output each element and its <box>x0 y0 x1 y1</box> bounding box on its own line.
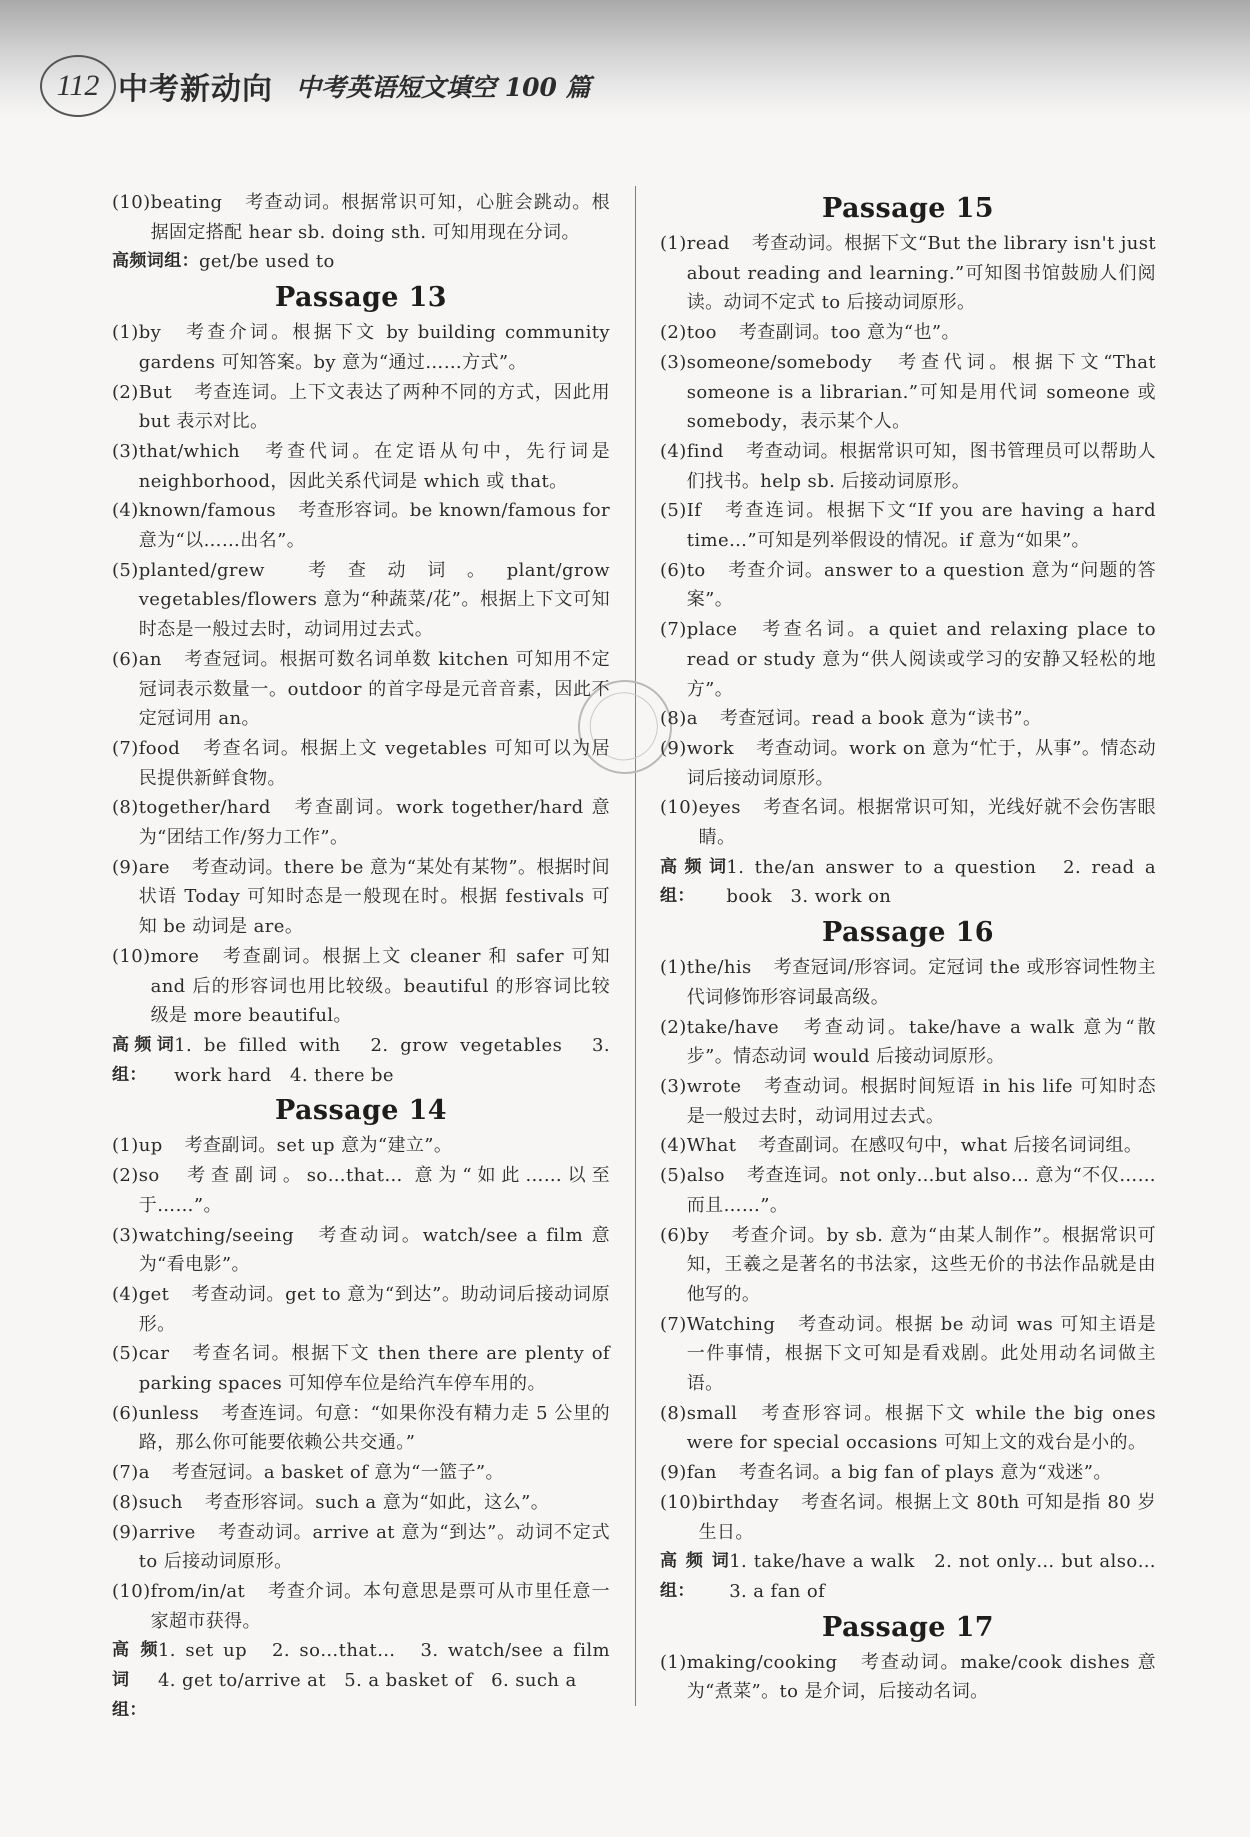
item-answer: birthday <box>698 1491 779 1513</box>
answer-item <box>112 1280 610 1339</box>
item-explanation: 考查动词。watch/see a film 意为“看电影”。 <box>138 1224 610 1276</box>
keyword-label: 高频词组： <box>112 1034 175 1085</box>
answer-item <box>660 1131 1156 1161</box>
item-content <box>687 1310 1156 1399</box>
keyword-label: 高频词组： <box>660 1551 730 1601</box>
passage-title: Passage 17 <box>822 1611 994 1643</box>
item-answer: to <box>686 559 706 581</box>
item-answer: by <box>686 1224 710 1246</box>
item-explanation: 考查动词。plant/grow vegetables/flowers 意为“种蔬菜/花”。根据上下文可知时态是一般过去时，动词用过去式。 <box>138 559 610 641</box>
item-number: (8) <box>112 797 139 819</box>
item-number: (4) <box>112 500 139 522</box>
answer-item <box>660 556 1156 615</box>
item-answer: car <box>138 1343 170 1365</box>
item-answer: up <box>138 1135 163 1157</box>
answer-list <box>112 1131 610 1636</box>
item-number: (1) <box>660 1651 687 1673</box>
item-number: (10) <box>112 192 151 213</box>
item-content <box>699 1488 1156 1547</box>
item-content <box>139 1458 610 1488</box>
item-explanation: 考查动词。take/have a walk 意为“散步”。情态动词 would 后接动词原形。 <box>686 1016 1156 1068</box>
item-answer: an <box>138 648 162 670</box>
item-content <box>139 853 610 942</box>
item-explanation: 考查动词。根据常识可知，图书管理员可以帮助人们找书。help sb. 后接动词原形。 <box>686 440 1156 492</box>
item-number: (3) <box>660 1075 687 1097</box>
answer-list <box>112 318 610 1031</box>
item-number: (5) <box>112 1343 139 1365</box>
item-explanation: 考查名词。根据常识可知，光线好就不会伤害眼睛。 <box>698 797 1156 849</box>
item-explanation: 考查名词。根据上文 80th 可知是指 80 岁生日。 <box>698 1491 1156 1543</box>
passage-title: Passage 16 <box>822 917 994 949</box>
item-explanation: 考查动词。make/cook dishes 意为“煮菜”。to 是介词，后接动名词。 <box>686 1651 1156 1703</box>
answer-item <box>112 1577 610 1636</box>
item-content <box>687 704 1156 734</box>
passage-title: Passage 13 <box>275 282 447 314</box>
answer-item <box>112 734 610 793</box>
answer-item <box>112 188 610 247</box>
item-explanation: 考查副词。work together/hard 意为“团结工作/努力工作”。 <box>138 797 610 849</box>
item-explanation: 考查动词。根据时间短语 in his life 可知时态是一般过去时，动词用过去式。 <box>686 1075 1156 1127</box>
answer-item <box>660 318 1156 348</box>
item-content <box>687 496 1156 555</box>
item-explanation: 考查介词。by sb. 意为“由某人制作”。根据常识可知，王羲之是著名的书法家，这些无价的书法作品就是由他写的。 <box>686 1224 1156 1305</box>
answer-item <box>112 853 610 942</box>
item-number: (5) <box>660 500 687 522</box>
keyword-label: 高频词组： <box>112 251 199 272</box>
item-content <box>687 229 1156 318</box>
item-content <box>139 378 610 437</box>
item-content <box>139 318 610 377</box>
item-explanation: 考查冠词/形容词。定冠词 the 或形容词性物主代词修饰形容词最高级。 <box>686 957 1156 1008</box>
item-number: (7) <box>112 737 139 759</box>
item-content <box>687 1221 1156 1310</box>
item-content <box>139 645 610 734</box>
item-number: (1) <box>112 1135 139 1157</box>
keyword-row <box>112 247 610 277</box>
item-number: (2) <box>660 322 687 344</box>
item-number: (6) <box>112 648 139 670</box>
answer-item <box>660 1488 1156 1547</box>
answer-item <box>660 615 1156 704</box>
item-explanation: 考查代词。根据下文“That someone is a librarian.”可知是用代词 someone 或 somebody，表示某个人。 <box>686 351 1156 433</box>
item-answer: arrive <box>138 1521 196 1543</box>
item-answer: known/famous <box>138 500 277 522</box>
answer-item <box>112 1131 610 1161</box>
item-explanation: 考查动词。根据下文“But the library isn't just about reading and learning.”可知图书馆鼓励人们阅读。动词不定式 to 后接动词原形。 <box>686 233 1156 314</box>
answer-item <box>660 1648 1156 1707</box>
item-number: (4) <box>660 440 687 462</box>
item-number: (3) <box>112 440 139 462</box>
answer-list <box>112 188 610 247</box>
answer-item <box>112 1339 610 1398</box>
answer-item <box>112 1458 610 1488</box>
item-number: (3) <box>660 351 687 373</box>
item-explanation: 考查连词。根据下文“If you are having a hard time…”可知是列举假设的情况。if 意为“如果”。 <box>686 500 1156 552</box>
answer-item <box>660 437 1156 496</box>
item-answer: Watching <box>686 1313 776 1335</box>
item-number: (10) <box>660 1491 699 1513</box>
item-answer: wrote <box>686 1075 742 1097</box>
answer-item <box>112 496 610 555</box>
item-explanation: 考查动词。根据常识可知，心脏会跳动。根据固定搭配 hear sb. doing sth. 可知用现在分词。 <box>150 192 610 243</box>
item-explanation: 考查副词。在感叹句中，what 后接名词词组。 <box>758 1135 1143 1157</box>
item-number: (1) <box>660 957 687 979</box>
item-explanation: 考查动词。there be 意为“某处有某物”。根据时间状语 Today 可知时态是一般现在时。根据 festivals 可知 be 动词是 are。 <box>138 856 610 938</box>
passage-title: Passage 14 <box>275 1095 447 1127</box>
item-number: (4) <box>112 1283 139 1305</box>
answer-item <box>112 437 610 496</box>
item-content <box>139 437 610 496</box>
passage-title: Passage 15 <box>822 193 994 224</box>
item-number: (8) <box>112 1491 139 1513</box>
item-content <box>139 1161 610 1220</box>
answer-item <box>660 1161 1156 1220</box>
item-content <box>687 953 1156 1012</box>
item-content <box>139 1488 610 1518</box>
item-number: (4) <box>660 1135 687 1157</box>
answer-item <box>112 942 610 1031</box>
keyword-row <box>112 1636 629 1725</box>
keyword-text: 1. set up 2. so…that… 3. watch/see a film 4. get to/arrive at 5. a basket of 6. such a <box>157 1640 629 1692</box>
keyword-label: 高频词组： <box>112 1640 158 1720</box>
keyword-text: 1. take/have a walk 2. not only… but also… 3. a fan of <box>729 1551 1175 1602</box>
item-explanation: 考查形容词。such a 意为“如此，这么”。 <box>204 1491 550 1513</box>
item-number: (9) <box>660 1462 687 1484</box>
item-explanation: 考查动词。根据 be 动词 was 可知主语是一件事情，根据下文可知是看戏剧。此处用动名词做主语。 <box>686 1313 1156 1395</box>
item-explanation: 考查副词。too 意为“也”。 <box>738 322 960 344</box>
item-number: (10) <box>112 1580 151 1602</box>
item-answer: find <box>686 440 724 462</box>
item-explanation: 考查连词。not only…but also… 意为“不仅……而且……”。 <box>686 1165 1156 1216</box>
answer-list <box>660 953 1156 1547</box>
item-answer: planted/grew <box>138 559 265 581</box>
left-column <box>112 188 629 1725</box>
item-number: (8) <box>660 1402 687 1424</box>
item-content <box>139 734 610 793</box>
item-content <box>139 1518 610 1577</box>
item-content <box>687 1072 1156 1131</box>
item-content <box>699 793 1156 852</box>
item-answer: too <box>686 322 717 344</box>
item-answer: food <box>138 737 181 759</box>
item-content <box>687 1458 1156 1488</box>
item-content <box>139 1339 610 1398</box>
item-explanation: 考查动词。work on 意为“忙于，从事”。情态动词后接动词原形。 <box>686 737 1156 789</box>
answer-item <box>660 348 1156 437</box>
item-answer: from/in/at <box>150 1580 246 1602</box>
item-number: (2) <box>112 381 139 403</box>
answer-item <box>112 645 610 734</box>
right-column <box>660 188 1175 1707</box>
item-answer: But <box>138 381 172 403</box>
item-explanation: 考查名词。a quiet and relaxing place to read or study 意为“供人阅读或学习的安静又轻松的地方”。 <box>686 619 1156 700</box>
item-number: (1) <box>660 233 687 254</box>
item-content <box>151 942 610 1031</box>
item-number: (9) <box>112 856 139 878</box>
keyword-row <box>660 1547 1175 1606</box>
item-answer: What <box>686 1135 737 1157</box>
item-content <box>687 1161 1156 1220</box>
item-content <box>139 556 610 645</box>
answer-item <box>112 1488 610 1518</box>
answer-item <box>112 378 610 437</box>
answer-item <box>112 1518 610 1577</box>
item-explanation: 考查形容词。be known/famous for 意为“以……出名”。 <box>138 500 610 552</box>
item-number: (6) <box>660 1224 687 1246</box>
answer-item <box>112 1399 610 1458</box>
item-content <box>139 793 610 852</box>
keyword-row <box>112 1031 610 1090</box>
item-explanation: 考查介词。answer to a question 意为“问题的答案”。 <box>686 559 1156 611</box>
item-answer: watching/seeing <box>138 1224 295 1246</box>
answer-item <box>660 1013 1156 1072</box>
item-answer: unless <box>138 1402 200 1424</box>
item-content <box>151 188 610 247</box>
item-explanation: 考查名词。根据上文 vegetables 可知可以为居民提供新鲜食物。 <box>138 737 610 789</box>
item-number: (1) <box>112 322 139 344</box>
book-title: 中考新动向 <box>118 72 273 107</box>
item-number: (8) <box>660 708 687 730</box>
item-answer: fan <box>686 1462 717 1484</box>
item-number: (3) <box>112 1224 139 1246</box>
item-number: (7) <box>660 619 687 641</box>
answer-item <box>660 953 1156 1012</box>
item-content <box>151 1577 610 1636</box>
item-answer: that/which <box>138 440 240 462</box>
item-answer: read <box>686 233 730 254</box>
item-content <box>139 496 610 555</box>
item-content <box>687 1131 1156 1161</box>
keyword-text: 1. the/an answer to a question 2. read a book 3. work on <box>726 856 1156 908</box>
item-content <box>139 1399 610 1458</box>
item-explanation: 考查名词。根据下文 then there are plenty of parking spaces 可知停车位是给汽车停车用的。 <box>138 1343 610 1395</box>
answer-item <box>112 318 610 377</box>
item-answer: take/have <box>686 1016 780 1038</box>
item-answer: more <box>150 945 200 967</box>
item-answer: by <box>138 322 162 344</box>
item-number: (10) <box>112 945 151 967</box>
item-number: (2) <box>660 1016 687 1038</box>
item-content <box>687 318 1156 348</box>
answer-item <box>112 793 610 852</box>
item-explanation: 考查介词。根据下文 by building community gardens 可知答案。by 意为“通过……方式”。 <box>138 322 610 373</box>
item-explanation: 考查副词。so…that… 意为“如此……以至于……”。 <box>138 1165 610 1216</box>
item-answer: eyes <box>698 797 741 819</box>
answer-item <box>660 704 1156 734</box>
answer-item <box>112 556 610 645</box>
keyword-label: 高频词组： <box>660 856 727 907</box>
answer-item <box>660 1458 1156 1488</box>
keyword-text: 1. be filled with 2. grow vegetables 3. work hard 4. there be <box>174 1034 610 1086</box>
item-explanation: 考查冠词。a basket of 意为“一篮子”。 <box>171 1462 504 1484</box>
answer-item <box>660 1072 1156 1131</box>
item-content <box>139 1280 610 1339</box>
page-number: 112 <box>40 55 116 117</box>
item-number: (10) <box>660 797 699 819</box>
column-divider <box>635 186 636 1706</box>
item-answer: If <box>686 500 702 522</box>
item-number: (2) <box>112 1165 139 1187</box>
item-content <box>139 1131 610 1161</box>
item-answer: a <box>686 708 698 730</box>
item-number: (7) <box>660 1313 687 1335</box>
answer-list <box>660 229 1156 853</box>
item-number: (9) <box>112 1521 139 1543</box>
item-number: (5) <box>660 1165 687 1187</box>
book-subtitle: 中考英语短文填空 100 篇 <box>296 73 591 102</box>
item-answer: the/his <box>686 957 752 979</box>
item-content <box>687 1648 1156 1707</box>
item-explanation: 考查代词。在定语从句中，先行词是 neighborhood，因此关系代词是 which 或 that。 <box>138 440 610 492</box>
item-explanation: 考查形容词。根据下文 while the big ones were for special occasions 可知上文的戏台是小的。 <box>686 1402 1156 1454</box>
keyword-text: get/be used to <box>199 251 335 273</box>
item-answer: together/hard <box>138 797 271 819</box>
item-explanation: 考查动词。arrive at 意为“到达”。动词不定式 to 后接动词原形。 <box>138 1521 610 1573</box>
item-content <box>139 1221 610 1280</box>
answer-item <box>112 1161 610 1220</box>
item-answer: so <box>138 1165 160 1187</box>
item-answer: are <box>138 856 170 878</box>
item-explanation: 考查冠词。read a book 意为“读书”。 <box>719 708 1042 730</box>
item-number: (5) <box>112 559 139 581</box>
item-answer: place <box>686 619 738 641</box>
answer-item <box>660 1399 1156 1458</box>
item-answer: someone/somebody <box>686 351 872 373</box>
item-content <box>687 437 1156 496</box>
item-content <box>687 1013 1156 1072</box>
item-explanation: 考查副词。set up 意为“建立”。 <box>184 1135 453 1157</box>
answer-list <box>660 1648 1156 1707</box>
item-content <box>687 734 1156 793</box>
item-answer: beating <box>150 192 223 213</box>
item-number: (9) <box>660 737 687 759</box>
item-number: (6) <box>112 1402 139 1424</box>
item-explanation: 考查动词。get to 意为“到达”。助动词后接动词原形。 <box>138 1283 610 1335</box>
item-answer: a <box>138 1462 150 1484</box>
keyword-row <box>660 853 1156 912</box>
answer-item <box>660 1221 1156 1310</box>
answer-item <box>660 1310 1156 1399</box>
item-content <box>687 556 1156 615</box>
item-explanation: 考查名词。a big fan of plays 意为“戏迷”。 <box>738 1462 1112 1484</box>
item-explanation: 考查副词。根据上文 cleaner 和 safer 可知 and 后的形容词也用比较级。beautiful 的形容词比较级是 more beautiful。 <box>150 945 610 1027</box>
item-explanation: 考查连词。句意：“如果你没有精力走 5 公里的路，那么你可能要依赖公共交通。” <box>138 1402 610 1454</box>
item-answer: making/cooking <box>686 1651 838 1673</box>
item-answer: also <box>686 1165 725 1187</box>
answer-item <box>112 1221 610 1280</box>
item-answer: such <box>138 1491 183 1513</box>
item-content <box>687 615 1156 704</box>
item-explanation: 考查冠词。根据可数名词单数 kitchen 可知用不定冠词表示数量一。outdoor 的首字母是元音音素，因此不定冠词用 an。 <box>138 648 610 730</box>
item-answer: get <box>138 1283 170 1305</box>
answer-item <box>660 496 1156 555</box>
item-number: (6) <box>660 559 687 581</box>
answer-item <box>660 793 1156 852</box>
item-number: (7) <box>112 1462 139 1484</box>
item-content <box>687 1399 1156 1458</box>
item-explanation: 考查介词。本句意思是票可从市里任意一家超市获得。 <box>150 1580 610 1632</box>
item-explanation: 考查连词。上下文表达了两种不同的方式，因此用 but 表示对比。 <box>138 381 610 433</box>
item-content <box>687 348 1156 437</box>
answer-item <box>660 229 1156 318</box>
answer-item <box>660 734 1156 793</box>
item-answer: work <box>686 737 735 759</box>
item-answer: small <box>686 1402 738 1424</box>
